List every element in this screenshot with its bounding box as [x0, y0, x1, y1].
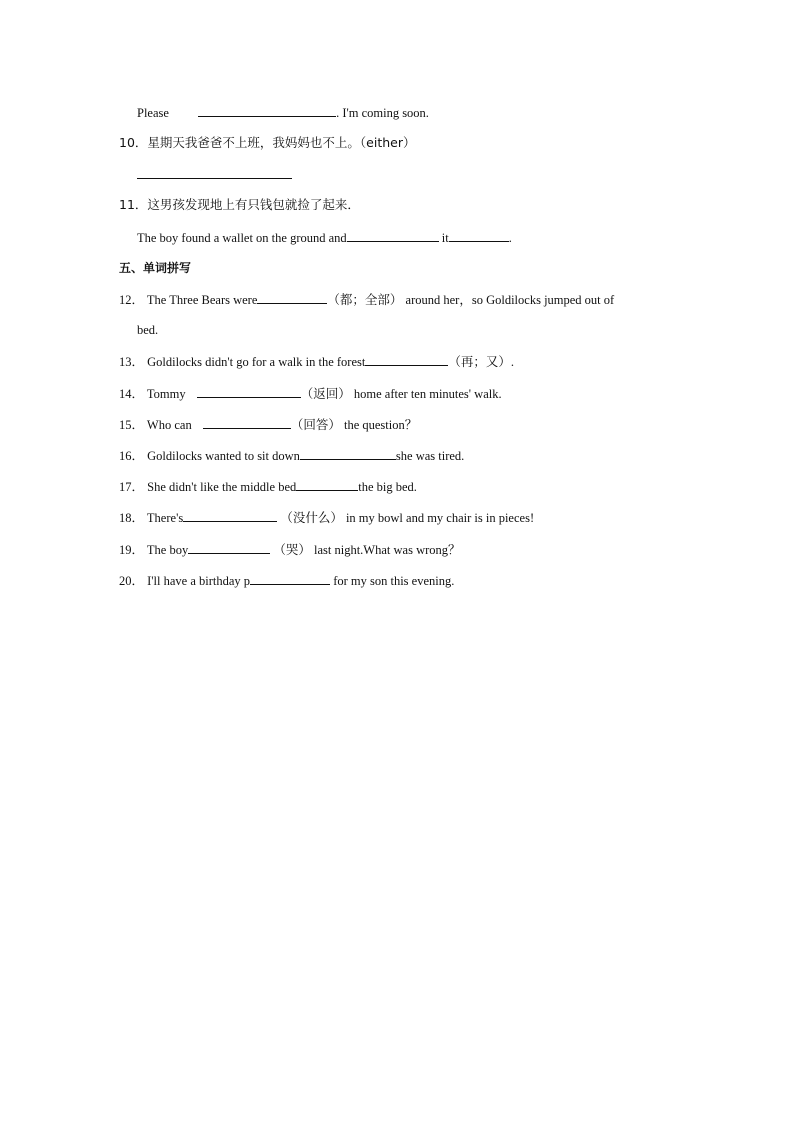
q18-answer-blank[interactable]	[183, 509, 277, 522]
question-11-sentence	[137, 229, 512, 246]
question-13	[119, 353, 514, 370]
q16-number: 16．	[119, 449, 145, 463]
question-19	[119, 541, 461, 558]
q10-text: 星期天我爸爸不上班，我妈妈也不上。（either）	[147, 135, 416, 150]
q9-before: Please	[137, 106, 169, 120]
q12-after: around her，so Goldilocks jumped out of	[402, 293, 615, 307]
q18-hint: （没什么）	[280, 510, 343, 525]
q13-before: Goldilocks didn't go for a walk in the forest	[147, 355, 366, 369]
question-11	[119, 197, 360, 213]
question-18	[119, 509, 534, 526]
q17-number: 17．	[119, 480, 145, 494]
q9-after: . I'm coming soon.	[336, 106, 429, 120]
question-20	[119, 572, 454, 589]
q13-after: .	[510, 355, 514, 369]
question-15	[119, 416, 417, 433]
q11-blank-2[interactable]	[449, 229, 509, 242]
q13-answer-blank[interactable]	[365, 353, 448, 366]
q14-after: home after ten minutes' walk.	[350, 387, 502, 401]
q15-number: 15．	[119, 418, 145, 432]
q14-answer-blank[interactable]	[197, 385, 301, 398]
q19-answer-blank[interactable]	[188, 541, 270, 554]
q13-hint: （再；又）	[448, 354, 511, 369]
q12-before: The Three Bears were	[146, 293, 258, 307]
q20-before: I'll have a birthday p	[147, 574, 251, 588]
q12-cont: bed.	[137, 323, 159, 337]
question-17	[119, 478, 417, 495]
q18-before: There's	[146, 511, 184, 525]
q15-hint: （回答）	[290, 417, 341, 432]
q11-text: 这男孩发现地上有只钱包就捡了起来．	[147, 197, 360, 212]
q20-after: for my son this evening.	[330, 574, 455, 588]
q15-answer-blank[interactable]	[203, 416, 291, 429]
question-10-answer-line	[137, 166, 292, 183]
q16-before: Goldilocks wanted to sit down	[147, 449, 300, 463]
q18-after: in my bowl and my chair is in pieces!	[342, 511, 535, 525]
section-5-title: 五、单词拼写	[119, 261, 192, 275]
question-12-continuation	[137, 322, 158, 338]
q14-number: 14．	[119, 387, 145, 401]
q10-number: 10．	[119, 135, 148, 150]
q15-after: the question？	[340, 418, 418, 432]
q14-before: Tommy	[146, 387, 186, 401]
question-10	[119, 135, 415, 151]
q15-before: Who can	[146, 418, 192, 432]
q19-after: last night.What was wrong？	[310, 543, 461, 557]
q12-number: 12．	[119, 293, 145, 307]
q12-answer-blank[interactable]	[257, 291, 327, 304]
q11-sub-after: .	[508, 231, 512, 245]
question-9-line	[137, 104, 429, 121]
q20-answer-blank[interactable]	[250, 572, 330, 585]
q17-answer-blank[interactable]	[296, 478, 358, 491]
question-14	[119, 385, 502, 402]
question-12	[119, 291, 614, 308]
q16-answer-blank[interactable]	[300, 447, 396, 460]
q16-after: she was tired.	[395, 449, 465, 463]
q11-sub-mid: it	[441, 231, 449, 245]
q20-number: 20．	[119, 574, 145, 588]
q12-hint: （都；全部）	[327, 292, 403, 307]
q11-number: 11．	[119, 197, 148, 212]
q19-number: 19．	[119, 543, 145, 557]
q17-before: She didn't like the middle bed	[147, 480, 297, 494]
q19-before: The boy	[146, 543, 189, 557]
question-16	[119, 447, 464, 464]
q14-hint: （返回）	[300, 386, 351, 401]
q13-number: 13．	[119, 355, 145, 369]
q11-blank-1[interactable]	[347, 229, 439, 242]
q10-answer-blank[interactable]	[137, 166, 292, 179]
q18-number: 18．	[119, 511, 145, 525]
q19-hint: （哭）	[273, 542, 311, 557]
q17-after: the big bed.	[358, 480, 417, 494]
q11-sub-before: The boy found a wallet on the ground and	[137, 231, 347, 245]
section-5-heading	[119, 260, 191, 276]
q9-answer-blank[interactable]	[198, 104, 336, 117]
